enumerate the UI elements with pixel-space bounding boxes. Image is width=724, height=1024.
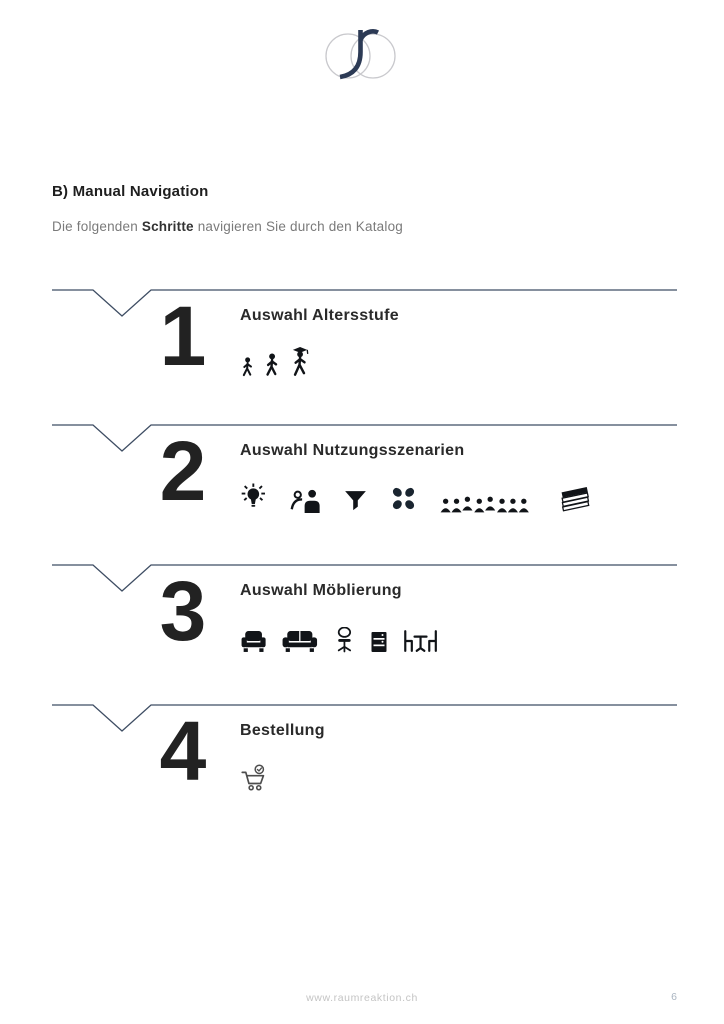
intro-prefix: Die folgenden xyxy=(52,219,142,234)
step-3 xyxy=(0,565,724,695)
cabinet-icon xyxy=(370,631,388,653)
step-title: Auswahl Möblierung xyxy=(240,582,402,599)
learning-persons-icon xyxy=(289,488,323,513)
step-2 xyxy=(0,425,724,555)
logo-graphic xyxy=(320,24,404,84)
books-stack-icon xyxy=(557,484,591,513)
step-1 xyxy=(0,290,724,420)
office-chair-icon xyxy=(333,627,356,653)
step-number: 4 xyxy=(159,704,207,798)
step-title: Auswahl Nutzungsszenarien xyxy=(240,442,465,459)
intro-text xyxy=(52,219,403,234)
step-3-icons xyxy=(240,611,439,653)
audience-crowd-icon xyxy=(440,496,535,513)
raumreaktion-logo xyxy=(320,24,404,84)
footer-website-url[interactable]: www.raumreaktion.ch xyxy=(306,992,418,1004)
step-number: 2 xyxy=(159,424,207,518)
section-heading: B) Manual Navigation xyxy=(52,183,209,200)
step-4-icons xyxy=(240,751,269,793)
step-title: Bestellung xyxy=(240,722,325,739)
armchair-icon xyxy=(240,630,267,653)
step-number: 1 xyxy=(159,289,207,383)
group-work-icon xyxy=(389,484,418,513)
filter-funnel-icon xyxy=(344,490,367,513)
page-number: 6 xyxy=(671,991,677,1003)
intro-suffix: navigieren Sie durch den Katalog xyxy=(193,219,403,234)
child-walking-icon xyxy=(240,357,255,378)
graduate-walking-icon xyxy=(289,347,311,378)
table-with-chairs-icon xyxy=(402,629,439,653)
intro-bold-word: Schritte xyxy=(141,219,194,234)
step-4 xyxy=(0,705,724,835)
idea-lightbulb-icon xyxy=(240,483,267,513)
step-2-icons xyxy=(240,471,592,513)
sofa-icon xyxy=(281,630,319,653)
youth-walking-icon xyxy=(263,353,281,378)
step-title: Auswahl Altersstufe xyxy=(240,307,399,324)
step-number: 3 xyxy=(159,564,207,658)
step-1-icons xyxy=(240,336,312,378)
shopping-cart-icon xyxy=(240,764,269,793)
